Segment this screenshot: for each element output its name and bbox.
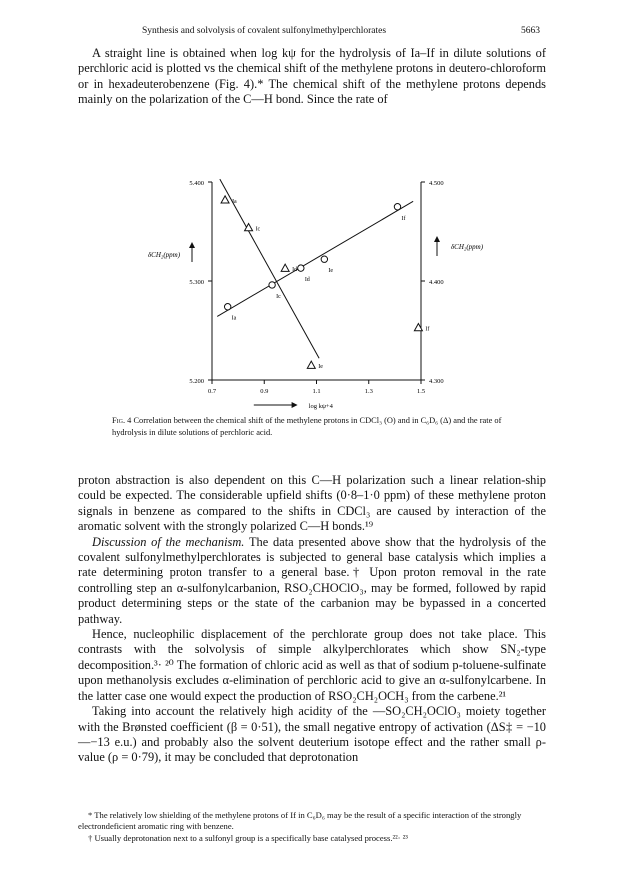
x-tick-label: 1.3 xyxy=(364,388,373,395)
left-tick-label: 5.300 xyxy=(189,279,204,286)
footnotes xyxy=(78,810,546,844)
paragraph-2 xyxy=(78,535,546,627)
left-tick-label: 5.400 xyxy=(189,180,204,187)
c6d6-point-label: Ie xyxy=(318,364,323,371)
right-tick-label: 4.500 xyxy=(429,180,444,187)
cdcl3-point xyxy=(321,256,327,262)
x-tick-label: 0.9 xyxy=(260,388,269,395)
paragraph-2-text: The data presented above show that the hydrolysis of the covalent sulfonylmethylperchlorates is subjected to general base catalysis which implies a rate determining proton transfer to a general base.† Upon proton removal in the rate controlling step an α-sulfonylcarbanion, RSO₂CHOClO₃, may be formed, followed by rapid product determining steps or the state of the carbanion may be bypassed in a concerted pathway. xyxy=(78,534,547,626)
footnote-2: † Usually deprotonation next to a sulfonyl group is a specifically base catalysed process.²²· ²³ xyxy=(88,832,408,843)
data-points xyxy=(221,196,429,370)
x-tick-label: 1.5 xyxy=(416,388,426,395)
cdcl3-point xyxy=(394,204,400,210)
c6d6-point xyxy=(281,264,289,271)
x-tick-label: 0.7 xyxy=(207,388,217,395)
paragraph-1: proton abstraction is also dependent on this C—H polarization such a linear relation-ship could be expected. The considerable upfield shifts (0·8–1·0 ppm) of these methylene proton signals in benzene as compared to the shifts in CDCl₃ are caused by interaction of the aromatic solvent with the strongly polarized C—H bonds.¹⁹ xyxy=(78,473,546,534)
right-tick-label: 4.300 xyxy=(429,378,444,385)
paragraph-intro: A straight line is obtained when log kψ for the hydrolysis of Ia–If in dilute solutions of perchloric acid is plotted vs the chemical shift of the methylene protons in deutero-chloroform or in hexadeuterobenzene (Fig. 4).* The chemical shift of the methylene protons depends mainly on the polarization of the C—H bond. Since the rate of xyxy=(78,46,546,107)
left-axis-label: δCH₂(ppm) xyxy=(147,251,181,259)
left-tick-label: 5.200 xyxy=(189,378,204,385)
x-axis-arrowhead xyxy=(292,402,298,408)
cdcl3-point xyxy=(269,282,275,288)
correlation-chart xyxy=(78,110,546,410)
body-text xyxy=(78,473,546,766)
footnote-1: * The relatively low shielding of the methylene protons of If in C₆D₆ may be the result of a specific interaction of the strongly electrondeficient aromatic ring with benzene. xyxy=(78,810,522,832)
c6d6-point xyxy=(221,196,229,203)
cdcl3-fit-line xyxy=(217,198,413,316)
c6d6-point-label: Ic xyxy=(255,226,261,233)
right-tick-label: 4.400 xyxy=(429,279,444,286)
caption-label: Fig. 4 xyxy=(112,416,132,425)
paragraph-4: Taking into account the relatively high acidity of the —SO₂CH₂OClO₃ moiety together with the Brønsted coefficient (β = 0·51), the small negative entropy of activation (ΔS‡ = −10—−13 e.u.) and probably also the solvent deuterium isotope effect and the rather small ρ-value (ρ = 0·79), it may be concluded that deprotonation xyxy=(78,704,546,765)
page-number: 5663 xyxy=(521,26,540,36)
cdcl3-point-label: Id xyxy=(304,277,310,284)
running-title: Synthesis and solvolysis of covalent sulfonylmethylperchlorates xyxy=(142,26,387,36)
c6d6-point-label: If xyxy=(425,326,430,333)
c6d6-point-label: Id xyxy=(292,267,298,274)
c6d6-point xyxy=(307,361,315,368)
section-heading: Discussion of the mechanism. xyxy=(92,534,245,549)
figure-caption xyxy=(112,415,516,438)
x-axis-label: log kψ+4 xyxy=(308,403,333,410)
figure-4 xyxy=(78,110,546,410)
cdcl3-point xyxy=(224,304,230,310)
chart-frame xyxy=(212,182,421,380)
cdcl3-point xyxy=(298,265,304,271)
x-tick-label: 1.1 xyxy=(312,388,321,395)
cdcl3-point-label: Ie xyxy=(328,268,334,275)
running-head xyxy=(142,26,540,36)
cdcl3-point-label: Ic xyxy=(276,293,281,300)
chart-ticks xyxy=(189,180,443,395)
right-axis-arrowhead xyxy=(434,236,440,242)
paragraph-3: Hence, nucleophilic displacement of the perchlorate group does not take place. This contrasts with the solvolysis of simple alkylperchlorates which show SN₂-type decomposition.³· ²⁰ The formation of chloric acid as well as that of sodium p-toluene-sulfinate upon methanolysis excludes α-elimination of perchloric acid to give an α-sulfonylcarbene. In the latter case one would expect the production of RSO₂CH₂OCH₃ from the carbene.²¹ xyxy=(78,627,546,703)
left-axis-arrowhead xyxy=(189,242,195,248)
c6d6-point-label: Ia xyxy=(232,198,237,205)
cdcl3-point-label: If xyxy=(401,215,406,222)
right-axis-label: δCH₂(ppm) xyxy=(450,243,484,251)
paragraph-top xyxy=(78,46,546,108)
regression-lines xyxy=(217,179,413,358)
caption-text: Correlation between the chemical shift of the methylene protons in CDCl₃ (O) and in C₆D₆ (Δ) and the rate of hydrolysis in dilute solutions of perchloric acid. xyxy=(112,416,502,437)
c6d6-point xyxy=(245,224,253,231)
cdcl3-point-label: Ia xyxy=(231,315,237,322)
